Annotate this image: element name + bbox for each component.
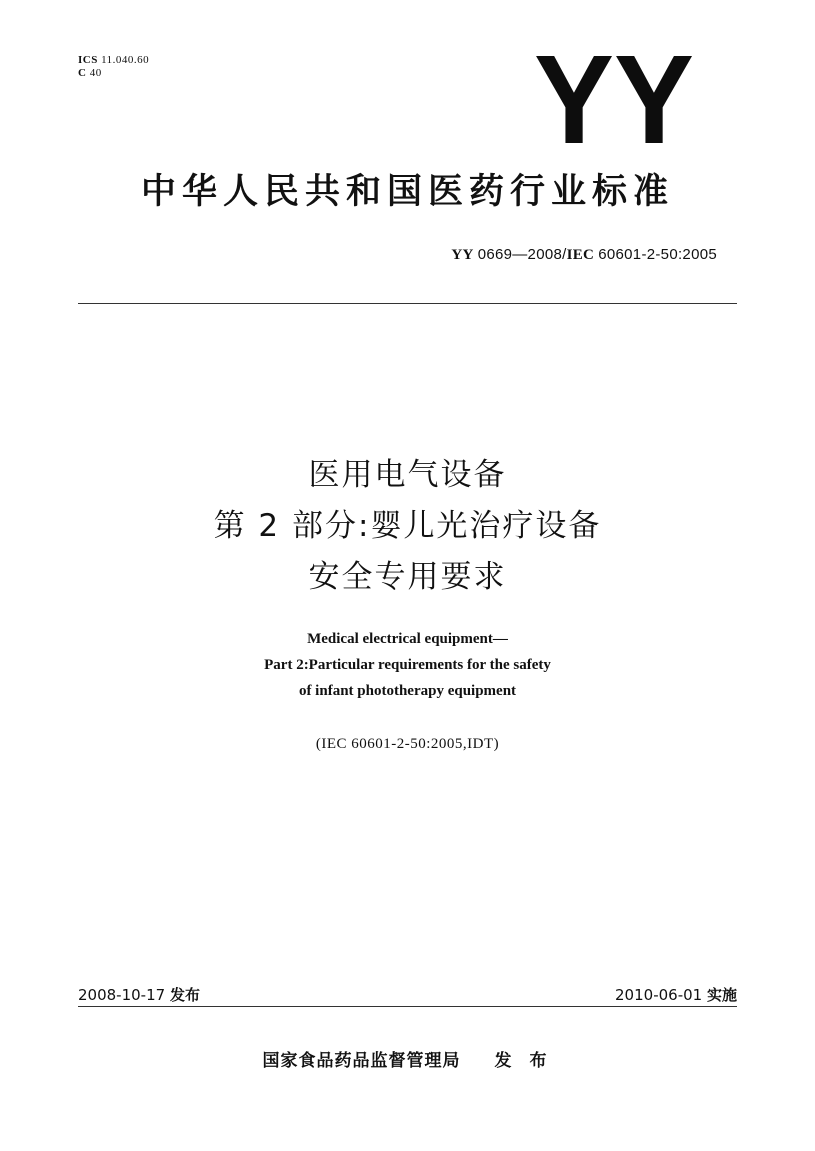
cn-title-line-1: 医用电气设备 bbox=[308, 457, 507, 493]
iec-prefix: IEC bbox=[566, 247, 595, 263]
issue-date-value: 2008-10-17 bbox=[78, 986, 166, 1004]
implement-date-label: 实施 bbox=[706, 986, 737, 1004]
yy-logo bbox=[532, 45, 697, 150]
footer-divider bbox=[78, 1006, 737, 1007]
issue-date bbox=[78, 984, 200, 1005]
ccs-label: C bbox=[78, 67, 87, 79]
standard-title: 中华人民共和国医药行业标准 bbox=[140, 172, 674, 212]
en-title-line-2: Part 2:Particular requirements for the safety bbox=[264, 657, 551, 673]
en-title-line-1: Medical electrical equipment— bbox=[307, 631, 508, 647]
ics-line bbox=[78, 54, 149, 67]
equivalence-note: (IEC 60601-2-50:2005,IDT) bbox=[315, 736, 500, 752]
issue-date-label: 发布 bbox=[169, 986, 200, 1004]
implement-date bbox=[615, 984, 737, 1005]
ics-label: ICS bbox=[78, 54, 98, 66]
iec-number: 60601-2-50:2005 bbox=[598, 246, 717, 263]
publisher-name: 国家食品药品监督管理局 bbox=[262, 1051, 461, 1071]
ccs-line bbox=[78, 67, 149, 80]
cn-title-line-2: 第 2 部分:婴儿光治疗设备 bbox=[213, 508, 602, 544]
standard-number-prefix: YY bbox=[451, 247, 474, 263]
yy-logo-text: YY bbox=[534, 45, 694, 150]
publisher bbox=[0, 1046, 815, 1071]
header-divider bbox=[78, 303, 737, 304]
implement-date-value: 2010-06-01 bbox=[615, 986, 703, 1004]
ics-code: 11.040.60 bbox=[101, 54, 150, 66]
classification-codes bbox=[78, 54, 149, 80]
standard-number-code: 0669—2008/ bbox=[477, 246, 567, 263]
publisher-action: 发 布 bbox=[494, 1051, 553, 1071]
standard-number bbox=[451, 246, 717, 264]
cn-title-line-3: 安全专用要求 bbox=[308, 559, 507, 595]
ccs-code: 40 bbox=[89, 67, 102, 79]
en-title-line-3: of infant phototherapy equipment bbox=[298, 683, 517, 699]
